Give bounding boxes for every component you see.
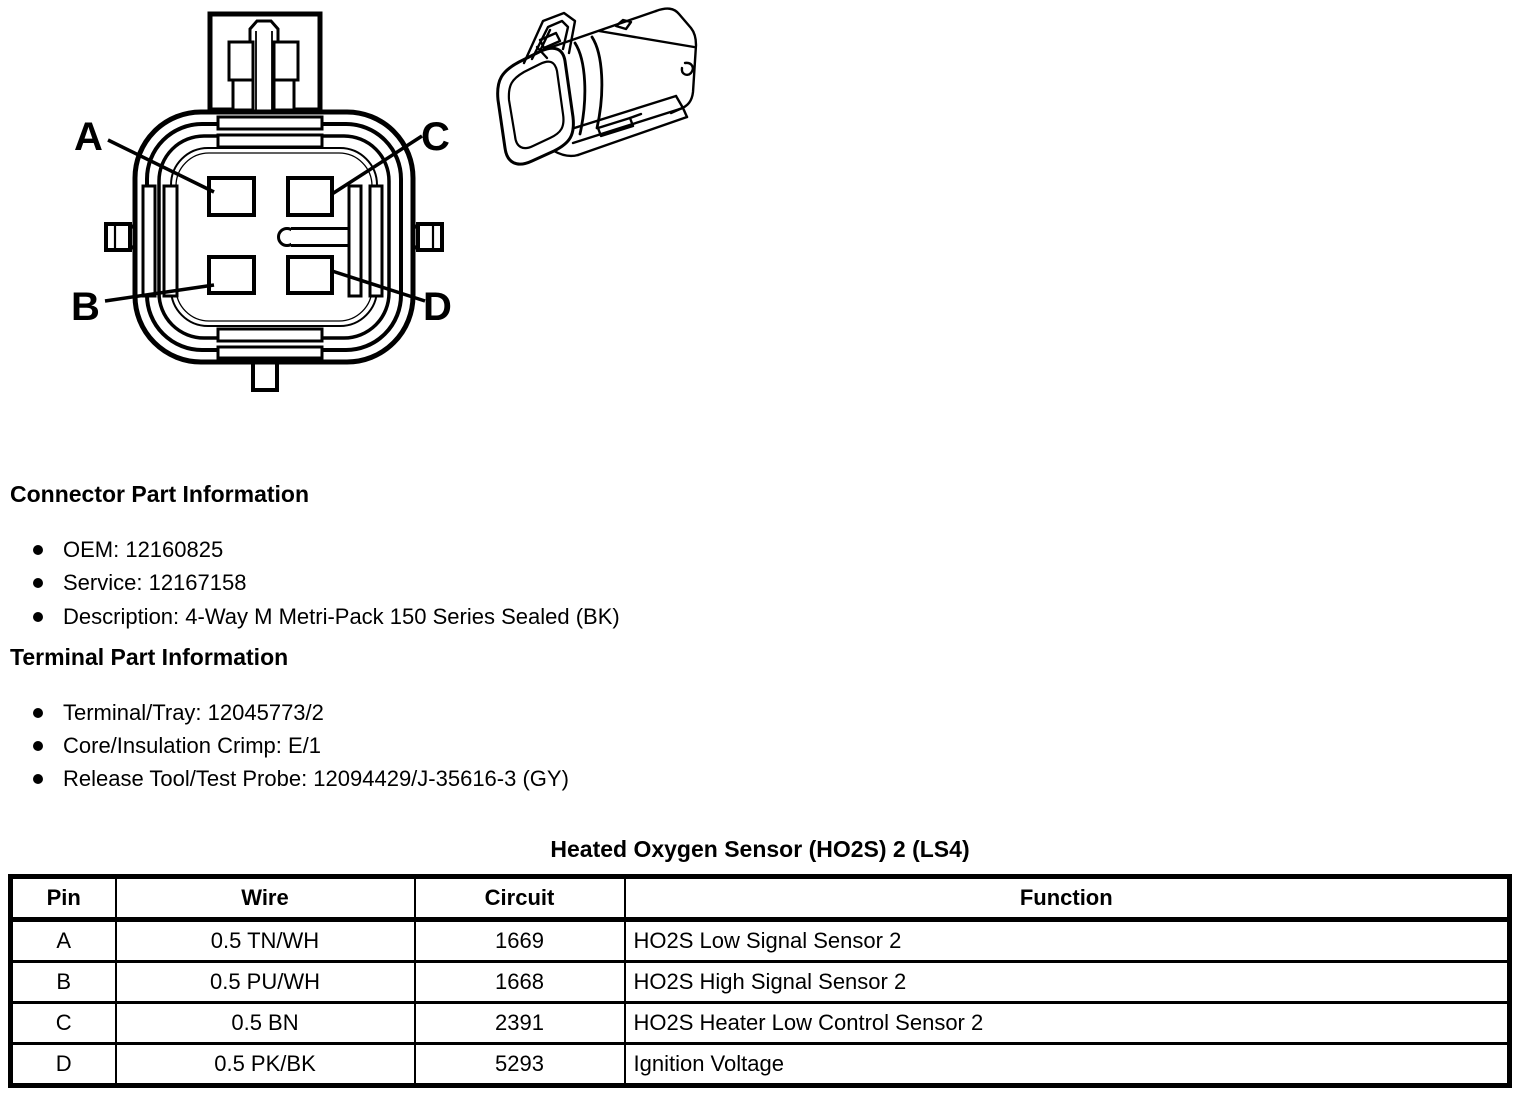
bullet-icon xyxy=(33,708,43,718)
pin-label-d: D xyxy=(423,285,452,329)
list-item xyxy=(33,537,223,563)
circuit-cell: 1669 xyxy=(415,920,625,962)
keying-blade xyxy=(279,229,354,246)
list-item xyxy=(33,766,569,792)
pin-d-cavity xyxy=(288,257,332,293)
function-cell: Ignition Voltage xyxy=(625,1044,1510,1086)
pin-label-c: C xyxy=(421,115,450,159)
function-cell: HO2S Low Signal Sensor 2 xyxy=(625,920,1510,962)
section-heading-connector: Connector Part Information xyxy=(10,481,310,507)
bullet-icon xyxy=(33,741,43,751)
pin-a-cavity xyxy=(209,178,254,215)
pin-label-b: B xyxy=(71,285,100,329)
connector-collar xyxy=(575,37,602,134)
connector-latch xyxy=(210,14,320,110)
pin-label-a: A xyxy=(74,115,103,159)
pin-cell: C xyxy=(11,1003,116,1044)
list-item xyxy=(33,604,620,630)
column-header-circuit: Circuit xyxy=(415,877,625,920)
column-header-wire: Wire xyxy=(116,877,415,920)
table-row xyxy=(11,962,1510,1003)
column-header-pin: Pin xyxy=(11,877,116,920)
bullet-icon xyxy=(33,612,43,622)
circuit-cell: 1668 xyxy=(415,962,625,1003)
connector-description: Description: 4-Way M Metri-Pack 150 Series Sealed (BK) xyxy=(63,604,620,629)
list-item xyxy=(33,570,246,596)
section-heading-terminal: Terminal Part Information xyxy=(10,644,289,670)
table-row xyxy=(11,1003,1510,1044)
core-insulation-crimp: Core/Insulation Crimp: E/1 xyxy=(63,733,321,758)
pin-cell: B xyxy=(11,962,116,1003)
function-cell: HO2S High Signal Sensor 2 xyxy=(625,962,1510,1003)
wire-cell: 0.5 TN/WH xyxy=(116,920,415,962)
pinout-table xyxy=(8,874,1512,1088)
circuit-cell: 2391 xyxy=(415,1003,625,1044)
table-header-row xyxy=(11,877,1510,920)
connector-side-diagram xyxy=(480,0,740,185)
pin-b-cavity xyxy=(209,257,254,293)
connector-face-diagram xyxy=(60,0,470,400)
service-number: Service: 12167158 xyxy=(63,570,247,595)
circuit-cell: 5293 xyxy=(415,1044,625,1086)
terminal-tray: Terminal/Tray: 12045773/2 xyxy=(63,700,324,725)
table-row xyxy=(11,920,1510,962)
oem-number: OEM: 12160825 xyxy=(63,537,224,562)
function-cell: HO2S Heater Low Control Sensor 2 xyxy=(625,1003,1510,1044)
list-item xyxy=(33,733,321,759)
connector-front-face xyxy=(498,48,574,164)
bullet-icon xyxy=(33,545,43,555)
list-item xyxy=(33,700,324,726)
table-title: Heated Oxygen Sensor (HO2S) 2 (LS4) xyxy=(550,836,970,862)
pin-cell: D xyxy=(11,1044,116,1086)
table-row xyxy=(11,1044,1510,1086)
pin-cell: A xyxy=(11,920,116,962)
release-tool-test-probe: Release Tool/Test Probe: 12094429/J-35616-3 (GY) xyxy=(63,766,569,791)
pin-c-cavity xyxy=(288,178,332,215)
wire-cell: 0.5 PK/BK xyxy=(116,1044,415,1086)
wire-cell: 0.5 BN xyxy=(116,1003,415,1044)
wire-cell: 0.5 PU/WH xyxy=(116,962,415,1003)
column-header-function: Function xyxy=(625,877,1510,920)
bullet-icon xyxy=(33,578,43,588)
bullet-icon xyxy=(33,774,43,784)
